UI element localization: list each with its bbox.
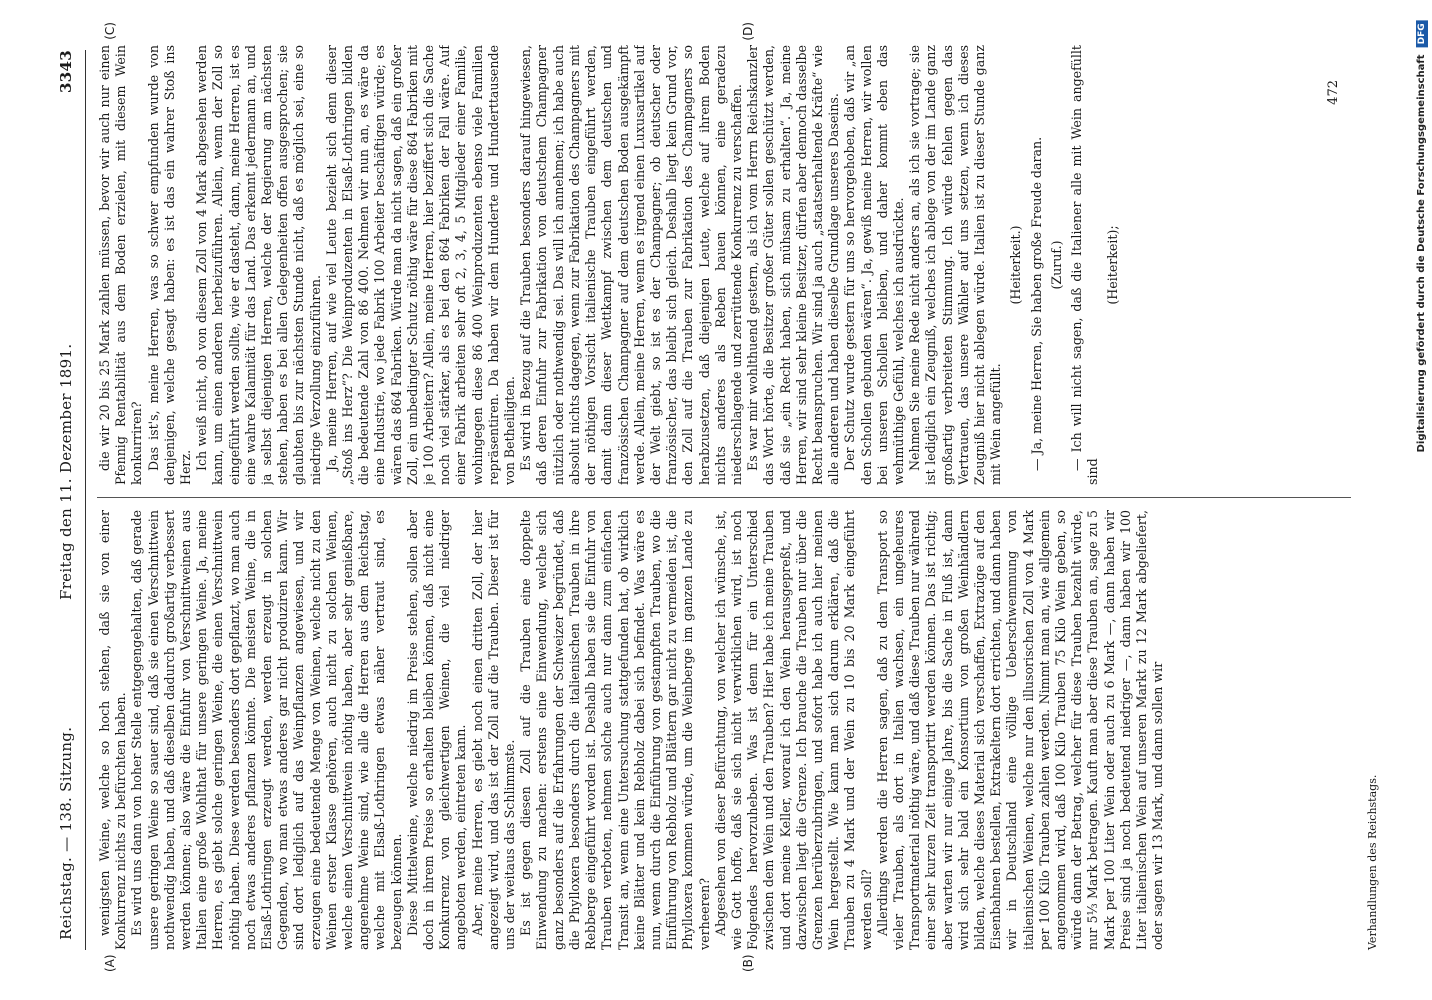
header-session: Reichstag. — 138. Sitzung. (57, 726, 75, 940)
marginal-c: (C) (103, 22, 117, 40)
paragraph: Es wird uns dann von hoher Stelle entgegengehalten, daß gerade unsere geringen Weine so sauer sind, daß sie einen Verschnittwein nothwendig haben, und daß dieselben dadurch großartig verbessert werden können; also wäre die Einfuhr von Verschnittweinen aus Italien eine große Wohlthat für unsere geringen Weine. Ja, meine Herren, es giebt solche geringen Weine, die einen Verschnittwein nöthig haben. Diese werden besonders dort gepflanzt, wo man auch noch etwas anderes pflanzen könnte. Die meisten Weine, die in Elsaß-Lothringen erzeugt werden, werden erzeugt in solchen Gegenden, wo man etwas anderes gar nicht produziren kann. Wir sind dort lediglich auf das Weinpflanzen angewiesen, und wir erzeugen eine bedeutende Menge von Weinen, welche nicht zu den Weinen erster Klasse gehören, auch nicht zu solchen Weinen, welche einen Verschnittwein nöthig haben, aber sehr genießbare, angenehme Weine sind, wie alle die Herren aus dem Reichstag, welche mit Elsaß-Lothringen etwas näher vertraut sind, es bezeugen können. (129, 510, 404, 950)
header-rule (85, 50, 86, 950)
paragraph: Abgesehen von dieser Befürchtung, von welcher ich wünsche, ist, wie Gott hoffe, daß sie sich nicht verwirklichen wird, ist noch Folgendes hervorzuheben. Was ist denn für ein Unterschied zwischen dem Wein und den Trauben? Hier habe ich meine Trauben und dort meine Keller, worauf ich den Wein herausgepreßt, und dazwischen liegt die Grenze. Ich brauche die Trauben nur über die Grenzen herüberzubringen, und sofort habe ich auch hier meinen Wein hergestellt. Wie kann man sich darum erklären, daß die Trauben zu 4 Mark und der Wein zu 10 bis 20 Mark eingeführt werden soll? (712, 510, 874, 950)
marginal-d: (D) (741, 22, 755, 41)
marginal-b: (B) (741, 954, 755, 972)
sheet-number: 472 (1326, 80, 1341, 105)
paragraph: Der Schutz wurde gestern für uns so hervorgehoben, daß wir „an den Schollen gebunden wären“. Ja, gewiß meine Herren, wir wollen bei unseren Schollen bleiben, und daher kommt eben das wehmüthige Gefühl, welches ich ausdrückte. (842, 45, 906, 485)
paragraph: Es war mir wohlthuend gestern, als ich vom Herrn Reichskanzler das Wort hörte, die Besitzer großer Güter sollen geschützt werden, daß sie „ein Recht haben, sich mühsam zu erhalten“. Ja, meine Herren, wir sind sehr kleine Besitzer, dürfen aber dennoch dasselbe Recht beanspruchen. Wir sind ja auch „staatserhaltende Kräfte“ wie alle anderen und haben dieselbe Grundlage unseres Daseins. (745, 45, 842, 485)
remark-laughter: (Heiterkeit.) (1008, 225, 1024, 305)
paragraph: — Ja, meine Herren, Sie haben große Freude daran. (1028, 136, 1044, 471)
footer-note: Verhandlungen des Reichstags. (1366, 774, 1379, 950)
paragraph: Das ist's, meine Herren, was so schwer empfunden wurde von denjenigen, welche gesagt haben: es ist das ein wahrer Stoß ins Herz. (145, 45, 194, 485)
credit-text: Digitalisierung gefördert durch die Deutsche Forschungsgemeinschaft (1416, 54, 1427, 453)
paragraph: die wir 20 bis 25 Mark zahlen müssen, bevor wir auch nur einen Pfennig Rentabilität aus dem Boden erzielen, mit diesem Wein konkurriren? (97, 45, 145, 485)
paragraph: Aber, meine Herren, es giebt noch einen dritten Zoll, der hier angezeigt wird, und das ist der Zoll auf die Trauben. Dieser ist für uns der weitaus das Schlimmste. (469, 510, 518, 950)
paragraph: Es wird in Bezug auf die Trauben besonders darauf hingewiesen, daß deren Einfuhr zur Fabrikation von deutschem Champagner nützlich oder nothwendig sei. Das will ich annehmen; ich habe auch absolut nichts dagegen, wenn zur Fabrikation des Champagners mit der nöthigen Vorsicht italienische Trauben eingeführt werden, damit dann dieser Wettkampf zwischen dem deutschen und französischen Champagner auf dem deutschen Boden ausgekämpft werde. Allein, meine Herren, wenn es irgend einen Luxusartikel auf der Welt giebt, so ist es der Champagner; ob deutscher oder französischer, das bleibt sich gleich. Deshalb liegt kein Grund vor, den Zoll auf die Trauben zur Fabrikation des Champagners so herabzusetzen, daß diejenigen Leute, welche auf ihrem Boden nichts anderes als Reben bauen können, eine geradezu niederschlagende und zerrüttende Konkurrenz zu verschaffen. (518, 45, 744, 485)
dfg-logo: DFG (1416, 20, 1428, 47)
header-date: Freitag den 11. Dezember 1891. (57, 343, 75, 600)
paragraph: Ja, meine Herren, auf wie viel Leute bezieht sich denn dieser „Stoß ins Herz“? Die Weinproduzenten in Elsaß-Lothringen bilden die bedeutende Zahl von 86 400. Nehmen wir nun an, es wäre da eine Industrie, wo jede Fabrik 100 Arbeiter beschäftigen würde; es wären das 864 Fabriken. Würde man da nicht sagen, daß ein großer Zoll, ein unbedingter Schutz nöthig wäre für diese 864 Fabriken mit je 100 Arbeitern? Allein, meine Herren, hier beziffert sich die Sache noch viel stärker, als es bei den 864 Fabriken der Fall wäre. Auf einer Fabrik arbeiten sehr oft 2, 3, 4, 5 Mitglieder einer Familie, wohingegen diese 86 400 Weinproduzenten ebenso viele Familien repräsentiren. Da haben wir dem Hunderte und Hunderttausende von Betheiligten. (323, 45, 518, 485)
paragraph: — Ich will nicht sagen, daß die Italiener alle mit Wein angefüllt sind (1068, 45, 1101, 485)
right-column (97, 45, 1361, 485)
paragraph: Ich weiß nicht, ob von diesem Zoll von 4 Mark abgesehen werden kann, um einen anderen herbeizuführen. Allein, wenn der Zoll so eingeführt werden sollte, wie er dasteht, dann, meine Herren, ist es eine wahre Kalamität für das Land. Das erkennt jedermann an, und ja selbst diejenigen Herren, welche der Regierung am nächsten stehen, haben es bei allen Gelegenheiten offen ausgesprochen; sie glaubten bis zur nächsten Stunde nicht, daß es möglich sei, eine so niedrige Verzollung einzuführen. (194, 45, 323, 485)
header-page-number: 3343 (57, 50, 75, 93)
remark-interjection: (Zuruf.) (1048, 240, 1064, 290)
left-column (97, 510, 1361, 950)
column-divider (97, 497, 1351, 498)
marginal-a: (A) (103, 954, 117, 972)
paragraph: wenigsten Weine, welche so hoch stehen, daß sie von einer Konkurrenz nichts zu befürchten haben. (97, 510, 129, 950)
running-head (51, 20, 87, 980)
rotated-page (51, 20, 1381, 980)
paragraph: Diese Mittelweine, welche niedrig im Preise stehen, sollen aber doch in ihrem Preise so erhalten bleiben können, daß nicht eine Konkurrenz von gleichwertigen Weinen, die viel niedriger angeboten werden, eintreten kann. (404, 510, 469, 950)
remark-laughter-2: (Heiterkeit); (1105, 225, 1121, 305)
digitization-credit (1416, 20, 1428, 452)
paragraph: Allerdings werden die Herren sagen, daß zu dem Transport so vieler Trauben, als dort in Italien wachsen, ein ungeheures Transportmaterial nöthig wäre, und daß diese Trauben nur während einer sehr kurzen Zeit transportirt werden können. Das ist richtig; aber warten wir nur einige Jahre, bis die Sache in Fluß ist, dann wird sich sehr bald ein Konsortium von großen Weinhändlern bilden, welche dieses Material sich verschaffen, Extrazüge auf den Eisenbahnen bestellen, Extrakeltern dort errichten, und dann haben wir in Deutschland eine völlige Ueberschwemmung von italienischen Weinen, welche nur den illusorischen Zoll von 4 Mark per 100 Kilo Trauben zahlen werden. Nimmt man an, wie allgemein angenommen wird, daß 100 Kilo Trauben 75 Kilo Wein geben, so würde dann der Betrag, welcher für diese Trauben bezahlt würde, nur 5⅓ Mark betragen. Kauft man aber diese Trauben an, sage zu 5 Mark per 100 Liter Wein oder auch zu 6 Mark —, dann haben wir Preise sind ja noch bedeutend niedriger —, dann haben wir 100 Liter italienischen Wein auf unseren Markt zu 12 Mark abgeliefert, oder sagen wir 13 Mark, und dann sollen wir (874, 510, 1166, 950)
paragraph: Es ist gegen diesen Zoll auf die Trauben eine doppelte Einwendung zu machen: erstens eine Einwendung, welche sich ganz besonders auf die Erfahrungen der Schweizer begründet, daß die Phylloxera besonders durch die italienischen Trauben in ihre Rebberge eingeführt worden ist. Deshalb haben sie die Einfuhr von Trauben verboten, nehmen solche auch nur dann zum einfachen Transit an, wenn eine Untersuchung stattgefunden hat, ob wirklich keine Blätter und kein Rebholz dabei sich befindet. Was wäre es nun, wenn durch die Einführung von gestampften Trauben, wo die Einführung von Rebholz und Blättern gar nicht zu vermeiden ist, die Phylloxera kommen würde, um die Weinberge im ganzen Lande zu verheeren? (518, 510, 712, 950)
paragraph: Nehmen Sie meine Rede nicht anders an, als ich sie vortrage; sie ist lediglich ein Zeugniß, welches ich ablege von der im Lande ganz großartig verbreiteten Stimmung. Ich würde fehlen gegen das Vertrauen, das unsere Wähler auf uns setzen, wenn ich dieses Zeugniß hier nicht ablegen würde. Italien ist zu dieser Stunde ganz mit Wein angefüllt. (907, 45, 1004, 485)
